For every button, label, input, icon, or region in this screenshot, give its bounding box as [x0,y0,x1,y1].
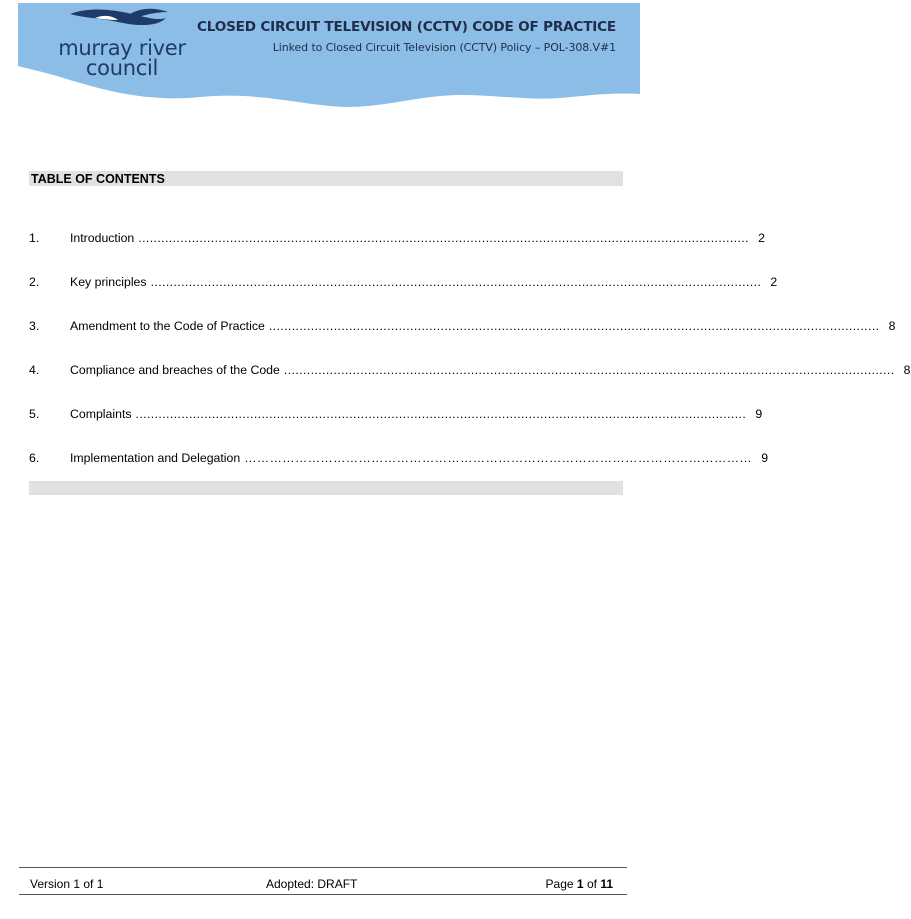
toc-page-number: 2 [758,231,765,245]
document-title: CLOSED CIRCUIT TELEVISION (CCTV) CODE OF PRACTICE [196,19,616,35]
toc-page-number: 8 [903,363,911,377]
toc-page-number: 9 [755,407,763,421]
toc-leader-dots: ................................................................................................................................................................ [283,363,895,377]
toc-heading: TABLE OF CONTENTS [31,172,165,186]
toc-row-introduction[interactable] [29,201,765,245]
toc-row-amendment[interactable] [29,289,896,333]
footer-divider-top [19,867,627,868]
footer-page-number [546,877,613,891]
toc-label: Implementation and Delegation [70,451,241,465]
page-current: 1 [576,877,584,891]
toc-row-complaints[interactable] [29,377,763,421]
toc-leader-dots: ………………………………………………………………………………………………………… [244,451,753,465]
page-of: of [586,877,597,891]
logo-line-2: council [85,56,159,80]
toc-page-number: 2 [770,275,778,289]
toc-number: 3. [29,319,40,333]
toc-number: 1. [29,231,40,245]
footer-adopted: Adopted: DRAFT [266,877,358,891]
toc-page-number: 9 [761,451,769,465]
toc-row-compliance[interactable] [29,333,911,377]
toc-label: Compliance and breaches of the Code [70,363,280,377]
toc-label: Amendment to the Code of Practice [70,319,265,333]
logo-line-1: murray river [58,36,186,60]
toc-leader-dots: ................................................................................................................................................................ [135,407,747,421]
toc-closing-bar [29,481,623,495]
document-subtitle: Linked to Closed Circuit Television (CCTV) Policy – POL-308.V#1 [272,41,616,54]
toc-number: 6. [29,451,40,465]
toc-leader-dots: ................................................................................................................................................................ [268,319,880,333]
toc-number: 2. [29,275,40,289]
council-logo [56,38,188,78]
toc-label: Introduction [70,231,135,245]
toc-heading-bar [29,171,623,186]
footer-divider-bottom [19,894,627,895]
toc-leader-dots: ................................................................................................................................................................ [138,231,749,245]
toc-label: Complaints [70,407,132,421]
page-total: 11 [600,877,613,891]
toc-leader-dots: ................................................................................................................................................................ [150,275,762,289]
toc-page-number: 8 [888,319,896,333]
toc-row-key-principles[interactable] [29,245,778,289]
toc-number: 4. [29,363,40,377]
toc-label: Key principles [70,275,147,289]
page-prefix: Page [545,877,574,891]
toc-row-implementation[interactable] [29,421,769,465]
toc-number: 5. [29,407,40,421]
footer-version: Version 1 of 1 [30,877,104,891]
